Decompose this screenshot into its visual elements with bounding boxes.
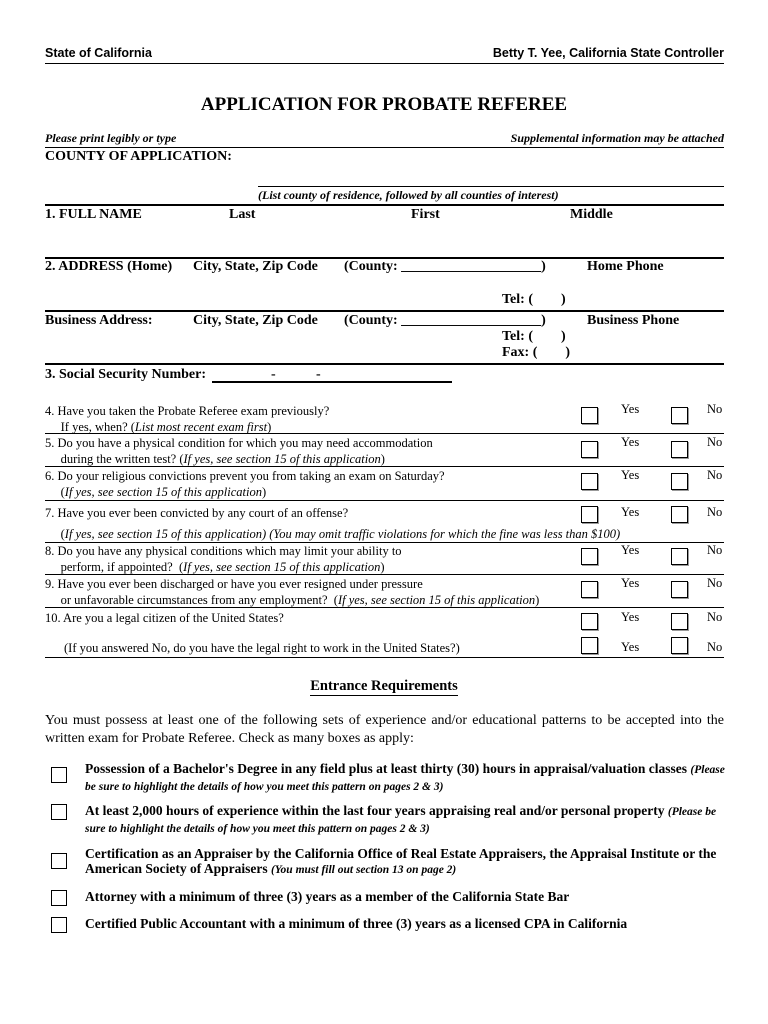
question-note: ) (You may omit traffic violations for which the fine was less than $100) (261, 527, 621, 541)
req-experience (85, 803, 725, 837)
divider (45, 363, 724, 365)
q8-no-checkbox[interactable] (671, 548, 688, 565)
no-label: No (707, 543, 723, 557)
home-city-label: City, State, Zip Code (193, 259, 318, 274)
ssn-input[interactable] (212, 367, 452, 383)
question-note: If yes, see section 15 of this application (183, 560, 381, 574)
home-address-label: 2. ADDRESS (Home) (45, 259, 173, 274)
question-text: If yes, when? ( (45, 420, 135, 434)
middle-name-label: Middle (570, 207, 613, 222)
question-text: ) (261, 485, 267, 499)
business-fax-field[interactable]: Fax: ( ) (502, 345, 571, 360)
question-text: ( (45, 485, 65, 499)
no-label: No (707, 402, 723, 416)
question-text: 5. Do you have a physical condition for which you may need accommodation (45, 436, 433, 450)
ssn-separator: - (316, 367, 321, 382)
question-6 (45, 468, 445, 500)
yes-label: Yes (621, 435, 640, 449)
county-label: COUNTY OF APPLICATION: (45, 149, 232, 164)
requirement-text: At least 2,000 hours of experience within the last four years appraising real and/or personal property (85, 803, 668, 818)
requirement-text: Certification as an Appraiser by the California Office of Real Estate Appraisers, the Appraisal Institute or the American Society of Appraisers (85, 846, 717, 876)
first-name-label: First (411, 207, 440, 222)
question-7 (45, 505, 620, 542)
business-phone-label: Business Phone (587, 313, 680, 328)
requirement-note: (Please be sure to highlight the details of how you meet this pattern on pages 2 & 3) (85, 764, 725, 793)
requirement-text: Possession of a Bachelor's Degree in any field plus at least thirty (30) hours in appraisal/valuation classes (85, 761, 691, 776)
yes-label: Yes (621, 468, 640, 482)
question-note: If yes, see section 15 of this application (337, 593, 536, 607)
question-note: If yes, see section 15 of this application (64, 527, 262, 541)
header-state: State of California (45, 46, 152, 60)
entrance-heading (0, 678, 768, 696)
question-10b: (If you answered No, do you have the legal right to work in the United States?) (64, 641, 460, 655)
q10b-yes-checkbox[interactable] (581, 637, 598, 654)
question-note: If yes, see section 15 of this application (183, 452, 381, 466)
requirement-note: (Please be sure to highlight the details of how you meet this pattern on pages 2 & 3) (85, 806, 717, 835)
q10b-no-checkbox[interactable] (671, 637, 688, 654)
entrance-heading-text: Entrance Requirements (310, 678, 458, 694)
divider (45, 433, 724, 434)
entrance-intro: You must possess at least one of the following sets of experience and/or educational patterns to be accepted into the written exam for Probate Referee. Check as many boxes as apply: (45, 713, 724, 746)
yes-label: Yes (621, 505, 640, 519)
req-bachelors-checkbox[interactable] (51, 767, 67, 783)
no-label: No (707, 576, 723, 590)
req-attorney-checkbox[interactable] (51, 890, 67, 906)
q6-yes-checkbox[interactable] (581, 473, 598, 490)
question-text: ( (45, 527, 65, 541)
full-name-label: 1. FULL NAME (45, 207, 142, 222)
note-supplemental: Supplemental information may be attached (510, 131, 724, 145)
q5-yes-checkbox[interactable] (581, 441, 598, 458)
yes-label: Yes (621, 576, 640, 590)
question-8 (45, 543, 402, 575)
question-text: ) (535, 593, 540, 607)
question-text: ) (380, 452, 385, 466)
q8-yes-checkbox[interactable] (581, 548, 598, 565)
question-9 (45, 576, 539, 608)
divider (45, 147, 724, 148)
divider (45, 310, 724, 312)
req-certification (85, 846, 725, 878)
question-text: 6. Do your religious convictions prevent you from taking an exam on Saturday? (45, 469, 445, 483)
req-certification-checkbox[interactable] (51, 853, 67, 869)
county-input-line[interactable] (258, 186, 724, 187)
no-label: No (707, 505, 723, 519)
divider (45, 657, 724, 658)
q7-yes-checkbox[interactable] (581, 506, 598, 523)
req-attorney: Attorney with a minimum of three (3) years as a member of the California State Bar (85, 889, 570, 904)
business-tel-field[interactable]: Tel: ( ) (502, 329, 566, 344)
q6-no-checkbox[interactable] (671, 473, 688, 490)
q5-no-checkbox[interactable] (671, 441, 688, 458)
no-label: No (707, 435, 723, 449)
req-experience-checkbox[interactable] (51, 804, 67, 820)
header-controller: Betty T. Yee, California State Controller (492, 46, 724, 60)
req-cpa: Certified Public Accountant with a minimum of three (3) years as a licensed CPA in California (85, 916, 628, 931)
q10-yes-checkbox[interactable] (581, 613, 598, 630)
yes-label: Yes (621, 640, 640, 654)
req-cpa-checkbox[interactable] (51, 917, 67, 933)
q7-no-checkbox[interactable] (671, 506, 688, 523)
home-phone-label: Home Phone (587, 259, 664, 274)
question-text: 4. Have you taken the Probate Referee exam previously? (45, 404, 330, 418)
question-text: 9. Have you ever been discharged or have you ever resigned under pressure (45, 577, 423, 591)
no-label: No (707, 610, 723, 624)
home-county-field[interactable]: (County: ____________________) (344, 259, 546, 274)
question-text: during the written test? ( (45, 452, 184, 466)
home-tel-field[interactable]: Tel: ( ) (502, 292, 566, 307)
county-hint: (List county of residence, followed by all counties of interest) (258, 188, 559, 202)
q10-no-checkbox[interactable] (671, 613, 688, 630)
question-text: ) (380, 560, 385, 574)
q4-yes-checkbox[interactable] (581, 407, 598, 424)
question-text: 7. Have you ever been convicted by any court of an offense? (45, 506, 349, 520)
note-print: Please print legibly or type (45, 131, 177, 145)
question-text: 8. Do you have any physical conditions which may limit your ability to (45, 544, 402, 558)
yes-label: Yes (621, 543, 640, 557)
question-text: or unfavorable circumstances from any employment? ( (45, 593, 338, 607)
business-city-label: City, State, Zip Code (193, 313, 318, 328)
yes-label: Yes (621, 402, 640, 416)
page-title: APPLICATION FOR PROBATE REFEREE (200, 94, 568, 115)
question-text: perform, if appointed? ( (45, 560, 184, 574)
divider (45, 466, 724, 467)
ssn-separator: - (271, 367, 276, 382)
last-name-label: Last (229, 207, 256, 222)
question-note: If yes, see section 15 of this application (64, 485, 262, 499)
question-4 (45, 403, 329, 435)
ssn-label: 3. Social Security Number: (45, 367, 206, 382)
req-bachelors (85, 761, 725, 795)
divider (45, 607, 724, 608)
question-note: List most recent exam first (134, 420, 268, 434)
q9-yes-checkbox[interactable] (581, 581, 598, 598)
question-5 (45, 435, 433, 467)
yes-label: Yes (621, 610, 640, 624)
header-divider (45, 63, 724, 64)
divider (45, 500, 724, 501)
q4-no-checkbox[interactable] (671, 407, 688, 424)
requirement-note: (You must fill out section 13 on page 2) (270, 864, 457, 876)
business-address-label: Business Address: (45, 313, 153, 328)
question-10: 10. Are you a legal citizen of the United States? (45, 611, 284, 625)
divider (45, 574, 724, 575)
divider (45, 204, 724, 206)
no-label: No (707, 468, 723, 482)
question-text: ) (267, 420, 272, 434)
q9-no-checkbox[interactable] (671, 581, 688, 598)
business-county-field[interactable]: (County: ____________________) (344, 313, 546, 328)
no-label: No (707, 640, 723, 654)
